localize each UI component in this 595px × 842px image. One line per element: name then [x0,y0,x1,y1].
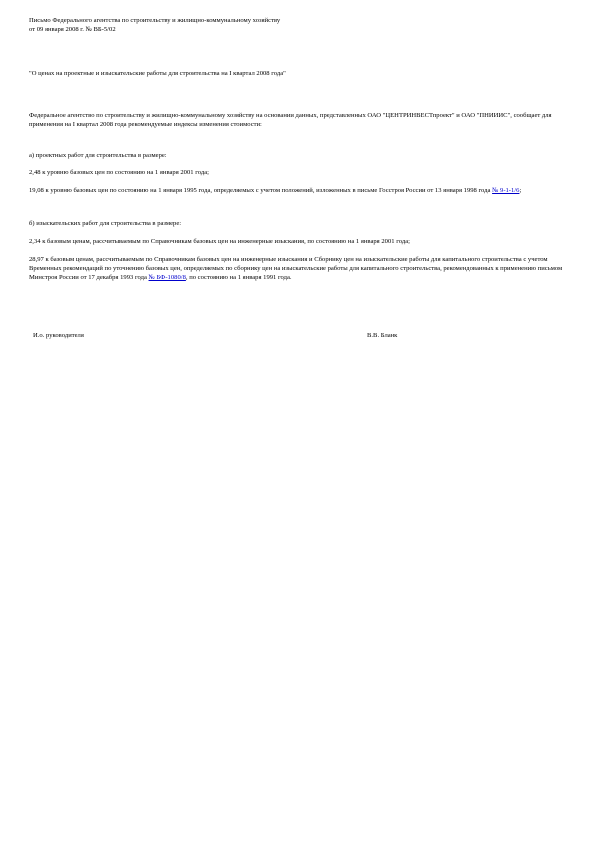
section-a-heading: а) проектных работ для строительства в размере: [29,152,167,159]
section-b-item2 [29,255,565,282]
section-a-item2-paragraph [29,186,565,195]
letter-subject: "О ценах на проектные и изыскательские работы для строительства на I квартал 2008 года" [29,70,286,77]
intro-text: Федеральное агентство по строительству и жилищно-коммунальному хозяйству на основании данных, представленных ОАО "ЦЕНТРИНВЕСТпроект" и ОАО "ПНИИИС", сообщает для применения на I квартал 2008 года рекомендуемые индексы изменения стоимости: [29,112,552,128]
letter-header-line1: Письмо Федерального агентства по строительству и жилищно-коммунальному хозяйству [29,17,281,24]
section-a-item1: 2,48 к уровню базовых цен по состоянию на 1 января 2001 года; [29,169,209,176]
section-b-item1: 2,34 к базовым ценам, рассчитываемым по Справочникам базовых цен на инженерные изыскания, по состоянию на 1 января 2001 года; [29,238,410,245]
section-a-item2 [29,186,565,195]
section-b-heading: б) изыскательских работ для строительства в размере: [29,220,182,227]
letter-header-line2: от 09 января 2008 г. № ВБ-5/02 [29,26,116,33]
section-a-item2-text: 19,08 к уровню базовых цен по состоянию на 1 января 1995 года, определяемых с учетом положений, изложенных в письме Госстроя России от 13 января 1998 года [29,187,493,194]
section-a-item2-end: ; [519,187,522,194]
signature-name: В.В. Бланк [367,332,398,339]
section-b-item2-end: , по состоянию на 1 января 1991 года. [185,274,292,281]
intro-paragraph [29,111,565,129]
signature-position: И.о. руководителя [33,332,84,339]
section-b-item2-paragraph [29,255,565,282]
minstroy-letter-link[interactable]: № БФ-1080/8 [148,274,186,281]
gosstroy-letter-link[interactable]: № 9-1-1/6 [492,187,520,194]
section-b-item2-text: 28,97 к базовым ценам, рассчитываемым по Справочникам базовых цен на инженерные изыскания и Сборнику цен на изыскательские работы для капитального строительства с учетом Временных рекомендаций по уточнению базовых цен, определяемых по сборнику цен на изыскательские работы для капитального строительства, рекомендованных к применению письмом Минстроя России от 17 декабря 1993 года [29,256,563,281]
